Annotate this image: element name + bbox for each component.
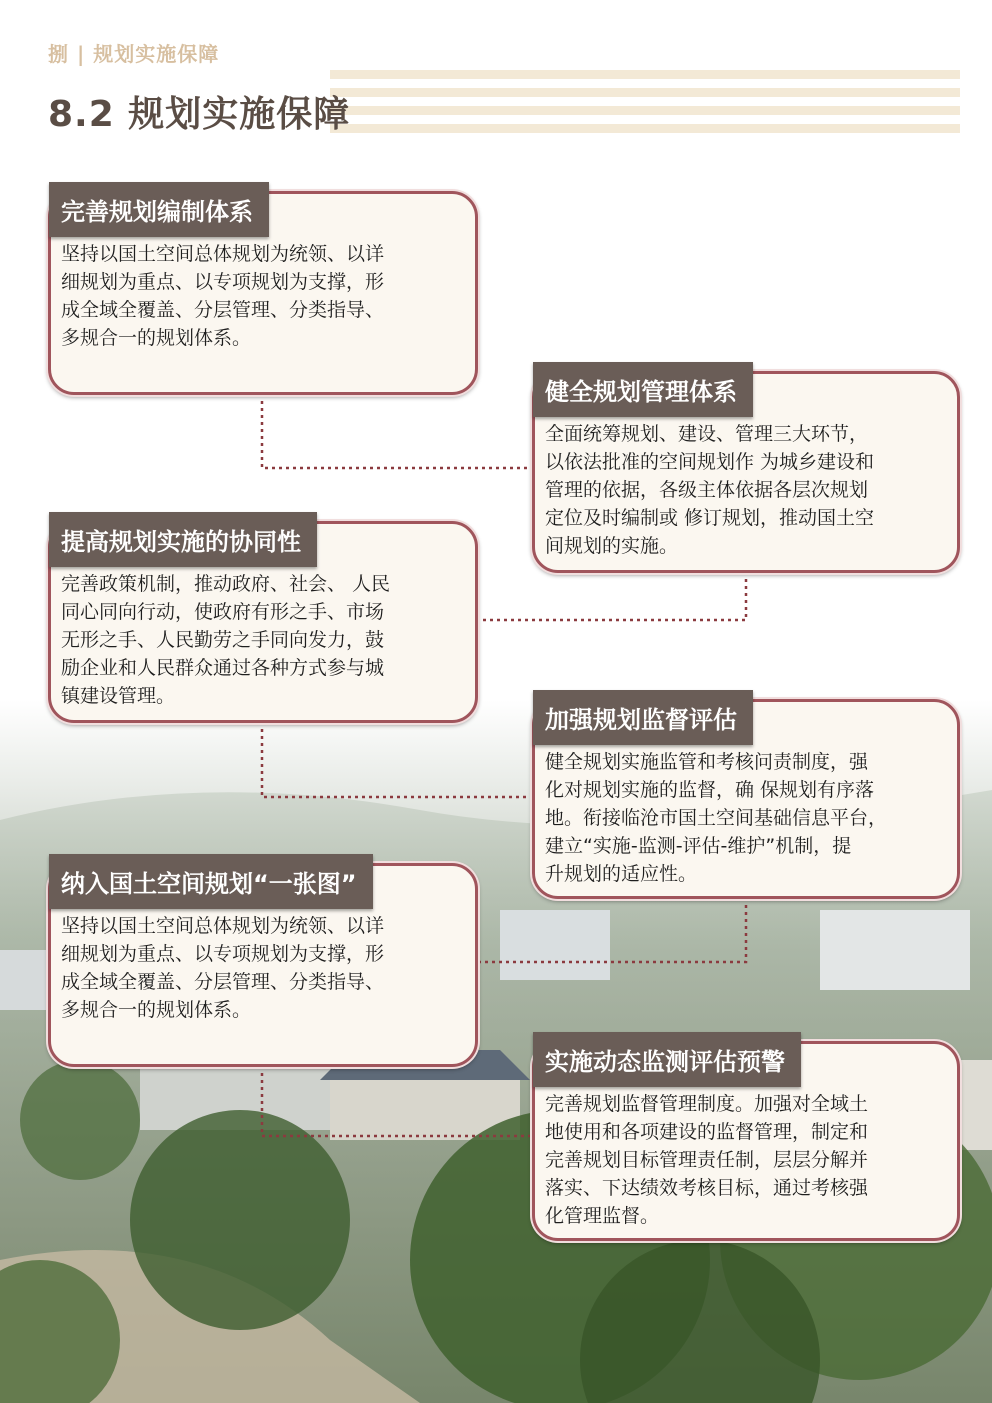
card-title: 健全规划管理体系 [533,362,753,417]
card-implementation-synergy [48,521,478,723]
page-title: 8.2 规划实施保障 [48,94,351,135]
card-text: 健全规划实施监管和考核问责制度，强 化对规划实施的监督，确 保规划有序落 地。衔接临沧市国土空间基础信息平台， 建立“实施-监测-评估-维护”机制，提 升规划的适应性。 [545,751,888,885]
card-one-map [48,863,478,1067]
card-title: 提高规划实施的协同性 [49,512,317,567]
card-dynamic-monitoring [532,1041,960,1241]
breadcrumb: 捌 | 规划实施保障 [48,42,220,66]
card-text: 坚持以国土空间总体规划为统领、以详 细规划为重点、以专项规划为支撑，形 成全域全覆盖、分层管理、分类指导、 多规合一的规划体系。 [61,243,385,349]
card-text: 坚持以国土空间总体规划为统领、以详 细规划为重点、以专项规划为支撑，形 成全域全覆盖、分层管理、分类指导、 多规合一的规划体系。 [61,915,385,1021]
card-improve-planning-system [48,191,478,395]
card-title: 实施动态监测评估预警 [533,1032,801,1087]
card-title: 加强规划监督评估 [533,690,753,745]
card-title: 完善规划编制体系 [49,182,269,237]
card-title: 纳入国土空间规划“一张图” [49,854,373,909]
card-supervision-evaluation [532,699,960,899]
header-stripes [330,70,960,134]
card-text: 完善政策机制，推动政府、社会、 人民 同心同向行动，使政府有形之手、市场 无形之手、人民勤劳之手同向发力，鼓 励企业和人民群众通过各种方式参与城 镇建设管理。 [61,573,391,707]
card-text: 完善规划监督管理制度。加强对全域土 地使用和各项建设的监督管理，制定和 完善规划目标管理责任制，层层分解并 落实、下达绩效考核目标，通过考核强 化管理监督。 [545,1093,869,1227]
card-text: 全面统筹规划、建设、管理三大环节， 以依法批准的空间规划作 为城乡建设和 管理的依据，各级主体依据各层次规划 定位及时编制或 修订规划，推动国土空 间规划的实施。 [545,423,875,557]
card-planning-management-system [532,371,960,573]
